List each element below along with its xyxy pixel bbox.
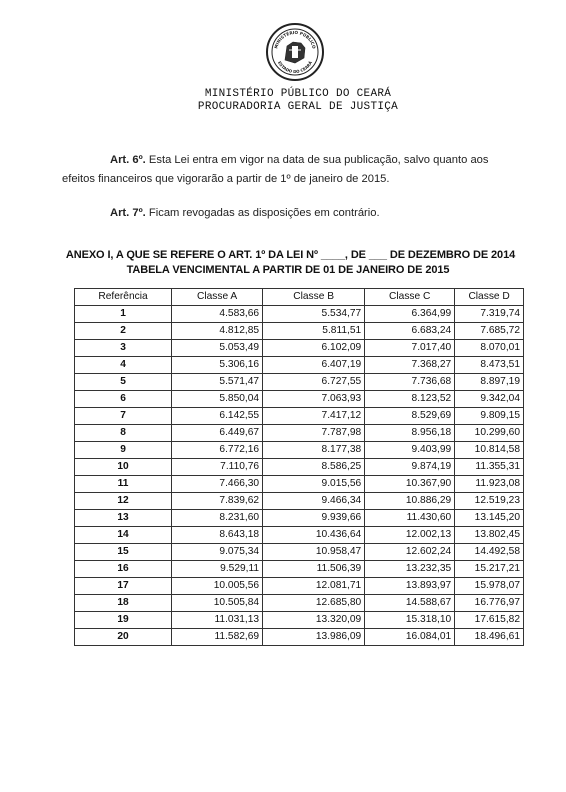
- cell-classe-b: 9.939,66: [263, 510, 365, 527]
- header-classe-a: Classe A: [172, 289, 263, 306]
- cell-classe-d: 9.809,15: [455, 408, 524, 425]
- cell-classe-c: 8.123,52: [365, 391, 455, 408]
- cell-classe-b: 7.417,12: [263, 408, 365, 425]
- cell-classe-d: 11.923,08: [455, 476, 524, 493]
- cell-classe-a: 7.839,62: [172, 493, 263, 510]
- table-row: [75, 459, 524, 476]
- header-classe-c: Classe C: [365, 289, 455, 306]
- cell-classe-b: 7.063,93: [263, 391, 365, 408]
- cell-referencia: 13: [75, 510, 172, 527]
- cell-referencia: 11: [75, 476, 172, 493]
- cell-classe-d: 16.776,97: [455, 595, 524, 612]
- table-row: [75, 493, 524, 510]
- annex-title: ANEXO I, A QUE SE REFERE O ART. 1º DA LEI Nº ____, DE ___ DE DEZEMBRO DE 2014: [65, 249, 516, 261]
- cell-classe-d: 15.978,07: [455, 578, 524, 595]
- cell-classe-b: 10.436,64: [263, 527, 365, 544]
- cell-classe-c: 12.002,13: [365, 527, 455, 544]
- table-row: [75, 544, 524, 561]
- table-row: [75, 391, 524, 408]
- cell-referencia: 4: [75, 357, 172, 374]
- cell-classe-c: 7.736,68: [365, 374, 455, 391]
- cell-classe-d: 13.802,45: [455, 527, 524, 544]
- table-row: [75, 425, 524, 442]
- cell-classe-a: 9.075,34: [172, 544, 263, 561]
- cell-referencia: 18: [75, 595, 172, 612]
- cell-classe-c: 14.588,67: [365, 595, 455, 612]
- salary-table: [74, 288, 524, 646]
- cell-classe-b: 12.685,80: [263, 595, 365, 612]
- cell-classe-d: 8.070,01: [455, 340, 524, 357]
- cell-referencia: 5: [75, 374, 172, 391]
- cell-classe-d: 18.496,61: [455, 629, 524, 646]
- cell-classe-c: 15.318,10: [365, 612, 455, 629]
- table-row: [75, 595, 524, 612]
- article-6-text: Esta Lei entra em vigor na data de sua publicação, salvo quanto aos: [148, 154, 489, 166]
- cell-classe-c: 16.084,01: [365, 629, 455, 646]
- cell-classe-a: 6.142,55: [172, 408, 263, 425]
- cell-referencia: 6: [75, 391, 172, 408]
- cell-classe-c: 7.368,27: [365, 357, 455, 374]
- table-row: [75, 527, 524, 544]
- cell-classe-a: 7.110,76: [172, 459, 263, 476]
- cell-classe-a: 6.772,16: [172, 442, 263, 459]
- cell-classe-b: 8.177,38: [263, 442, 365, 459]
- article-6-label: Art. 6º.: [110, 154, 146, 166]
- table-row: [75, 629, 524, 646]
- seal-text-top: MINISTÉRIO PÚBLICO: [273, 29, 317, 50]
- cell-classe-d: 11.355,31: [455, 459, 524, 476]
- cell-classe-b: 13.320,09: [263, 612, 365, 629]
- table-row: [75, 323, 524, 340]
- cell-classe-b: 11.506,39: [263, 561, 365, 578]
- cell-referencia: 16: [75, 561, 172, 578]
- table-row: [75, 561, 524, 578]
- cell-classe-d: 14.492,58: [455, 544, 524, 561]
- cell-classe-b: 8.586,25: [263, 459, 365, 476]
- cell-classe-b: 6.727,55: [263, 374, 365, 391]
- cell-classe-d: 8.473,51: [455, 357, 524, 374]
- cell-referencia: 14: [75, 527, 172, 544]
- cell-classe-d: 8.897,19: [455, 374, 524, 391]
- article-7-label: Art. 7º.: [110, 207, 146, 219]
- cell-classe-b: 6.407,19: [263, 357, 365, 374]
- cell-classe-c: 11.430,60: [365, 510, 455, 527]
- annex-subtitle: TABELA VENCIMENTAL A PARTIR DE 01 DE JANEIRO DE 2015: [126, 264, 450, 276]
- seal-logo: [265, 22, 325, 82]
- cell-classe-a: 6.449,67: [172, 425, 263, 442]
- cell-classe-c: 10.367,90: [365, 476, 455, 493]
- cell-referencia: 9: [75, 442, 172, 459]
- cell-classe-a: 4.583,66: [172, 306, 263, 323]
- cell-classe-d: 9.342,04: [455, 391, 524, 408]
- cell-classe-d: 15.217,21: [455, 561, 524, 578]
- table-row: [75, 612, 524, 629]
- cell-classe-a: 5.053,49: [172, 340, 263, 357]
- cell-classe-a: 5.306,16: [172, 357, 263, 374]
- cell-classe-c: 9.874,19: [365, 459, 455, 476]
- cell-referencia: 7: [75, 408, 172, 425]
- table-row: [75, 357, 524, 374]
- cell-referencia: 2: [75, 323, 172, 340]
- cell-referencia: 12: [75, 493, 172, 510]
- cell-referencia: 15: [75, 544, 172, 561]
- cell-classe-a: 10.505,84: [172, 595, 263, 612]
- cell-classe-b: 5.534,77: [263, 306, 365, 323]
- cell-classe-d: 10.814,58: [455, 442, 524, 459]
- cell-classe-c: 6.364,99: [365, 306, 455, 323]
- cell-classe-b: 10.958,47: [263, 544, 365, 561]
- cell-classe-a: 8.643,18: [172, 527, 263, 544]
- cell-classe-a: 9.529,11: [172, 561, 263, 578]
- table-row: [75, 578, 524, 595]
- header-classe-b: Classe B: [263, 289, 365, 306]
- cell-referencia: 20: [75, 629, 172, 646]
- cell-classe-c: 6.683,24: [365, 323, 455, 340]
- cell-classe-a: 4.812,85: [172, 323, 263, 340]
- table-row: [75, 408, 524, 425]
- cell-referencia: 19: [75, 612, 172, 629]
- cell-classe-c: 7.017,40: [365, 340, 455, 357]
- cell-classe-a: 8.231,60: [172, 510, 263, 527]
- table-row: [75, 306, 524, 323]
- cell-referencia: 1: [75, 306, 172, 323]
- cell-referencia: 8: [75, 425, 172, 442]
- cell-classe-a: 7.466,30: [172, 476, 263, 493]
- table-row: [75, 374, 524, 391]
- header-procuradoria: PROCURADORIA GERAL DE JUSTIÇA: [197, 101, 399, 113]
- cell-classe-b: 7.787,98: [263, 425, 365, 442]
- cell-classe-b: 6.102,09: [263, 340, 365, 357]
- table-row: [75, 340, 524, 357]
- table-row: [75, 476, 524, 493]
- cell-classe-d: 10.299,60: [455, 425, 524, 442]
- seal-text-bottom: ESTADO DO CEARÁ: [276, 60, 314, 75]
- cell-classe-b: 12.081,71: [263, 578, 365, 595]
- article-6-line1: [110, 153, 488, 167]
- header-classe-d: Classe D: [455, 289, 524, 306]
- cell-classe-d: 12.519,23: [455, 493, 524, 510]
- cell-referencia: 3: [75, 340, 172, 357]
- article-7-text: Ficam revogadas as disposições em contrário.: [148, 207, 380, 219]
- header-referencia: Referência: [75, 289, 172, 306]
- cell-classe-c: 13.232,35: [365, 561, 455, 578]
- cell-classe-b: 5.811,51: [263, 323, 365, 340]
- cell-classe-a: 11.582,69: [172, 629, 263, 646]
- cell-classe-c: 9.403,99: [365, 442, 455, 459]
- cell-referencia: 10: [75, 459, 172, 476]
- table-row: [75, 442, 524, 459]
- cell-classe-d: 7.685,72: [455, 323, 524, 340]
- cell-classe-c: 8.956,18: [365, 425, 455, 442]
- cell-classe-c: 8.529,69: [365, 408, 455, 425]
- cell-classe-a: 5.850,04: [172, 391, 263, 408]
- cell-classe-d: 17.615,82: [455, 612, 524, 629]
- cell-referencia: 17: [75, 578, 172, 595]
- cell-classe-a: 10.005,56: [172, 578, 263, 595]
- cell-classe-c: 10.886,29: [365, 493, 455, 510]
- table-header-row: [75, 289, 524, 306]
- table-row: [75, 510, 524, 527]
- cell-classe-b: 9.466,34: [263, 493, 365, 510]
- cell-classe-c: 12.602,24: [365, 544, 455, 561]
- header-ministry: MINISTÉRIO PÚBLICO DO CEARÁ: [204, 88, 392, 100]
- cell-classe-d: 7.319,74: [455, 306, 524, 323]
- cell-classe-b: 9.015,56: [263, 476, 365, 493]
- cell-classe-c: 13.893,97: [365, 578, 455, 595]
- cell-classe-b: 13.986,09: [263, 629, 365, 646]
- cell-classe-d: 13.145,20: [455, 510, 524, 527]
- article-6-line2: efeitos financeiros que vigorarão a partir de 1º de janeiro de 2015.: [62, 173, 390, 185]
- cell-classe-a: 5.571,47: [172, 374, 263, 391]
- article-7: [110, 206, 380, 220]
- cell-classe-a: 11.031,13: [172, 612, 263, 629]
